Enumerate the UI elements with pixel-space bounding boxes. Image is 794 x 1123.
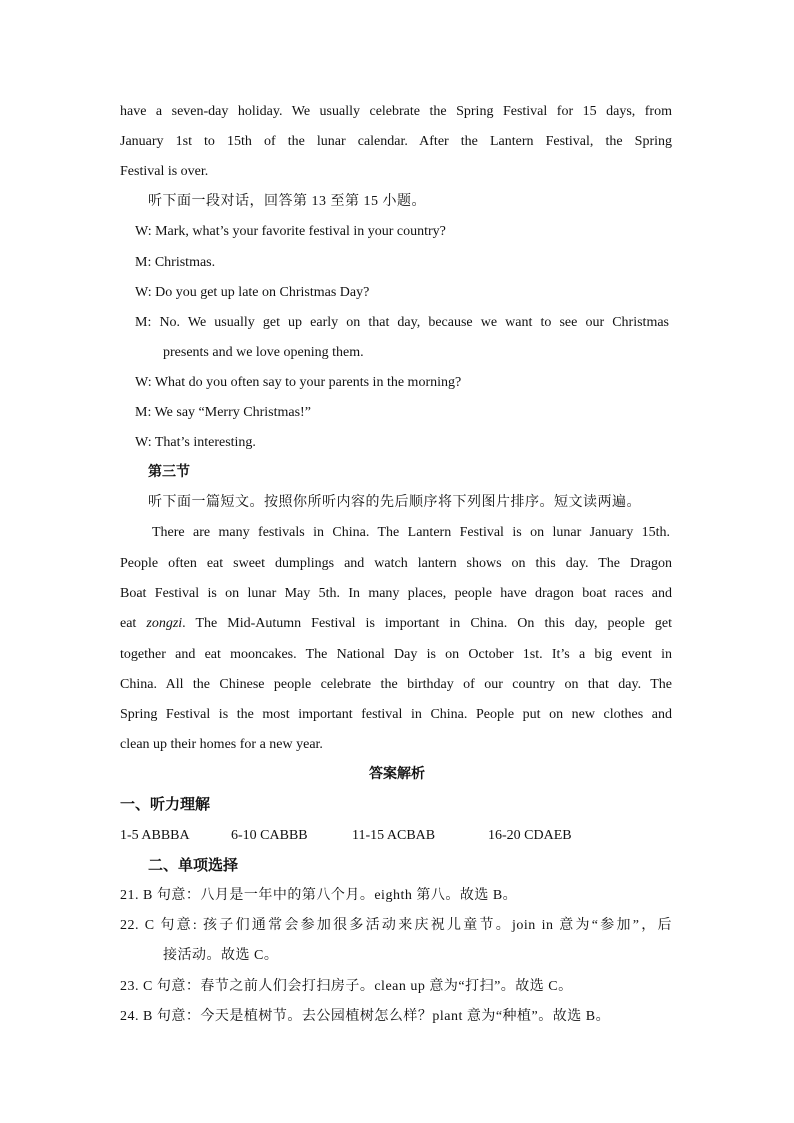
passage-text: . The Mid-Autumn Festival is important in China. On this day, people get (182, 616, 673, 631)
explanation-line: 23. C 句意：春节之前人们会打扫房子。clean up 意为“打扫”。故选 C。 (120, 979, 573, 994)
passage-line: January 1st to 15th of the lunar calendar. After the Lantern Festival, the Spring (120, 134, 672, 149)
dialogue-line: M: No. We usually get up early on that day, because we want to see our Christmas (135, 315, 669, 330)
answer-group: 11-15 ACBAB (352, 828, 436, 843)
passage-line: Festival is over. (120, 164, 209, 179)
passage-line: have a seven-day holiday. We usually celebrate the Spring Festival for 15 days, from (120, 104, 672, 119)
answer-group: 6-10 CABBB (231, 828, 308, 843)
explanation-line: 24. B 句意：今天是植树节。去公园植树怎么样？plant 意为“种植”。故选 B。 (120, 1009, 611, 1024)
explanation-line: 接活动。故选 C。 (163, 948, 279, 963)
dialogue-line: M: Christmas. (135, 255, 216, 270)
dialogue-instruction: 听下面一段对话，回答第 13 至第 15 小题。 (148, 194, 426, 209)
passage-line: clean up their homes for a new year. (120, 737, 323, 752)
section-heading: 第三节 (148, 465, 190, 480)
part-one-heading: 一、听力理解 (120, 797, 211, 813)
dialogue-line: W: Mark, what’s your favorite festival in your country? (135, 224, 446, 239)
passage-line: There are many festivals in China. The Lantern Festival is on lunar January 15th. (152, 525, 670, 540)
passage-text: eat (120, 616, 137, 631)
passage-line (120, 614, 672, 634)
dialogue-line: W: That’s interesting. (135, 435, 256, 450)
answers-title: 答案解析 (369, 767, 425, 782)
passage-line: China. All the Chinese people celebrate the birthday of our country on that day. The (120, 677, 672, 692)
part-two-heading: 二、单项选择 (148, 858, 239, 874)
explanation-line: 21. B 句意：八月是一年中的第八个月。eighth 第八。故选 B。 (120, 888, 518, 903)
passage-italic-word: zongzi (146, 616, 183, 631)
answer-group: 1-5 ABBBA (120, 828, 190, 843)
explanation-line: 22. C 句意: 孩子们通常会参加很多活动来庆祝儿童节。join in 意为“参加”，后 (120, 918, 672, 933)
passage-line: Spring Festival is the most important festival in China. People put on new clothes and (120, 707, 672, 722)
passage-line: together and eat mooncakes. The National Day is on October 1st. It’s a big event in (120, 647, 672, 662)
passage-line: Boat Festival is on lunar May 5th. In many places, people have dragon boat races and (120, 586, 672, 601)
dialogue-line: W: What do you often say to your parents in the morning? (135, 375, 462, 390)
section-instruction: 听下面一篇短文。按照你所听内容的先后顺序将下列图片排序。短文读两遍。 (148, 495, 641, 510)
passage-line: People often eat sweet dumplings and watch lantern shows on this day. The Dragon (120, 556, 672, 571)
answer-group: 16-20 CDAEB (488, 828, 572, 843)
dialogue-line: presents and we love opening them. (163, 345, 364, 360)
dialogue-line: W: Do you get up late on Christmas Day? (135, 285, 370, 300)
dialogue-line: M: We say “Merry Christmas!” (135, 405, 311, 420)
